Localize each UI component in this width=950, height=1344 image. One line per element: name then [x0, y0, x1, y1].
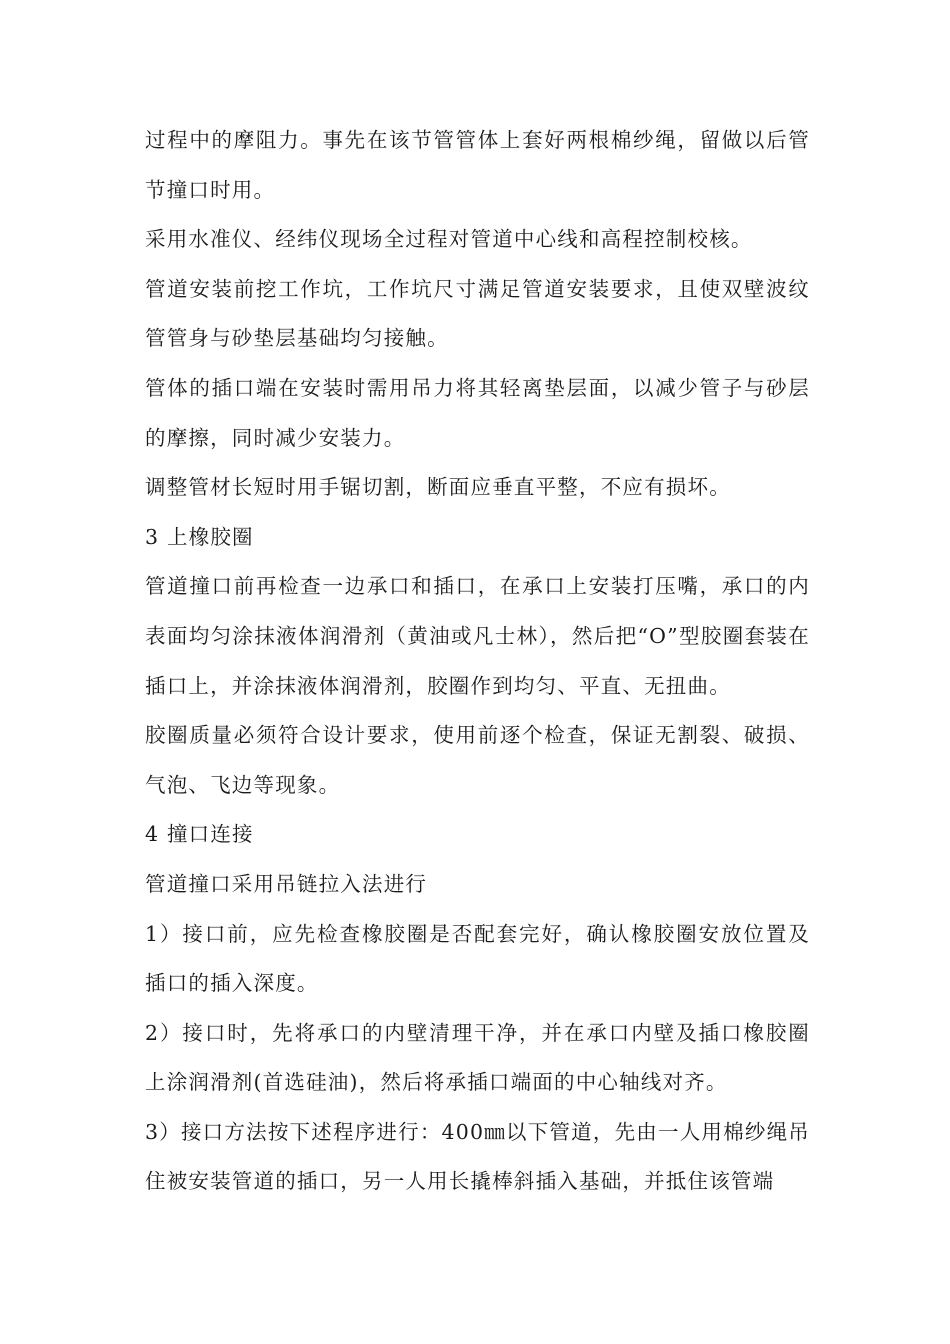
paragraph: 管道安装前挖工作坑，工作坑尺寸满足管道安装要求，且使双壁波纹管管身与砂垫层基础均匀接触。: [145, 276, 810, 351]
paragraph: 采用水准仪、经纬仪现场全过程对管道中心线和高程控制校核。: [145, 227, 753, 252]
paragraph: 管道撞口采用吊链拉入法进行: [145, 871, 428, 896]
list-item: 2）接口时，先将承口的内壁清理干净，并在承口内壁及插口橡胶圈上涂润滑剂(首选硅油)，然后将承插口端面的中心轴线对齐。: [145, 1020, 810, 1095]
paragraph: 过程中的摩阻力。事先在该节管管体上套好两根棉纱绳，留做以后管节撞口时用。: [145, 128, 810, 202]
list-item: 1）接口前，应先检查橡胶圈是否配套完好，确认橡胶圈安放位置及插口的插入深度。: [145, 921, 810, 996]
document-body: [145, 116, 810, 1207]
paragraph: 管体的插口端在安装时需用吊力将其轻离垫层面，以减少管子与砂层的摩擦，同时减少安装力。: [145, 375, 810, 450]
section-heading: 4 撞口连接: [145, 822, 254, 847]
paragraph: 胶圈质量必须符合设计要求，使用前逐个检查，保证无割裂、破损、气泡、飞边等现象。: [145, 723, 810, 797]
paragraph: 管道撞口前再检查一边承口和插口，在承口上安装打压嘴，承口的内表面均匀涂抹液体润滑剂（黄油或凡士林），然后把“O”型胶圈套装在插口上，并涂抹液体润滑剂，胶圈作到均匀、平直、无扭曲。: [145, 574, 810, 698]
paragraph: 调整管材长短时用手锯切割，断面应垂直平整，不应有损坏。: [145, 475, 731, 500]
section-heading: 3 上橡胶圈: [145, 524, 254, 549]
list-item: 3）接口方法按下述程序进行：400㎜以下管道，先由一人用棉纱绳吊住被安装管道的插口，另一人用长撬棒斜插入基础，并抵住该管端: [145, 1119, 810, 1194]
